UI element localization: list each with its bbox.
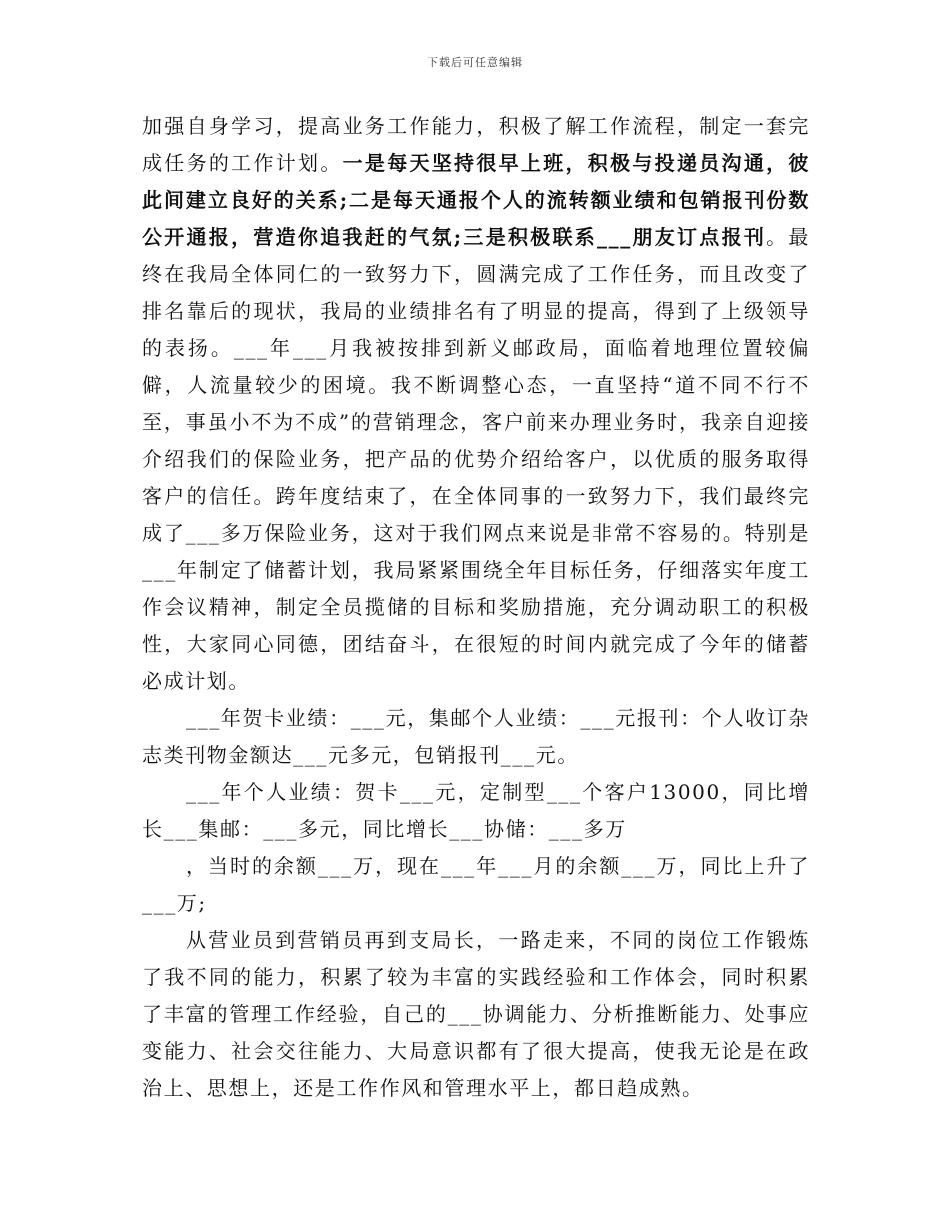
paragraph-career-summary: 从营业员到营销员再到支局长，一路走来，不同的岗位工作锻炼了我不同的能力，积累了较为丰富的实践经验和工作体会，同时积累了丰富的管理工作经验，自己的___协调能力、分析推断能力、处事应变能力、社会交往能力、大局意识都有了很大提高，使我无论是在政治上、思想上，还是工作作风和管理水平上，都日趋成熟。 xyxy=(142,928,810,1100)
document-body xyxy=(142,108,810,1107)
paragraph-tail-text: 。最终在我局全体同仁的一致努力下，圆满完成了工作任务，而且改变了排名靠后的现状，我局的业绩排名有了明显的提高，得到了上级领导的表扬。___年___月我被按排到新义邮政局，面临着地理位置较偏僻，人流量较少的困境。我不断调整心态，一直坚持“道不同不行不至，事虽小不为不成”的营销理念，客户前来办理业务时，我亲自迎接介绍我们的保险业务，把产品的优势介绍给客户，以优质的服务取得客户的信任。跨年度结束了，在全体同事的一致努力下，我们最终完成了___多万保险业务，这对于我们网点来说是非常不容易的。特别是___年制定了储蓄计划，我局紧紧围绕全年目标任务，仔细落实年度工作会议精神，制定全员揽储的目标和奖励措施，充分调动职工的积极性，大家同心同德，团结奋斗，在很短的时间内就完成了今年的储蓄必成计划。 xyxy=(142,225,810,693)
paragraph-bold-text: 一是每天坚持很早上班，积极与投递员沟通，彼此间建立良好的关系;二是每天通报个人的流转额业绩和包销报刊份数公开通报，营造你追我赶的气氛;三是积极联系___朋友订点报刊 xyxy=(142,151,810,249)
paragraph-greeting-card-results: ___年贺卡业绩：___元，集邮个人业绩：___元报刊：个人收订杂志类刊物金额达___元多元，包销报刊___元。 xyxy=(142,706,810,767)
paragraph-personal-results: ___年个人业绩：贺卡___元，定制型___个客户13000，同比增长___集邮：___多元，同比增长___协储：___多万 xyxy=(142,780,810,841)
paragraph-work-plan xyxy=(142,108,810,700)
paragraph-balance: ，当时的余额___万，现在___年___月的余额___万，同比上升了___万; xyxy=(142,854,810,915)
paragraph-lead-text: 加强自身学习，提高业务工作能力，积极了解工作流程，制定一套完成任务的工作计划。 xyxy=(142,114,810,175)
page-header: 下载后可任意编辑 xyxy=(427,56,523,69)
